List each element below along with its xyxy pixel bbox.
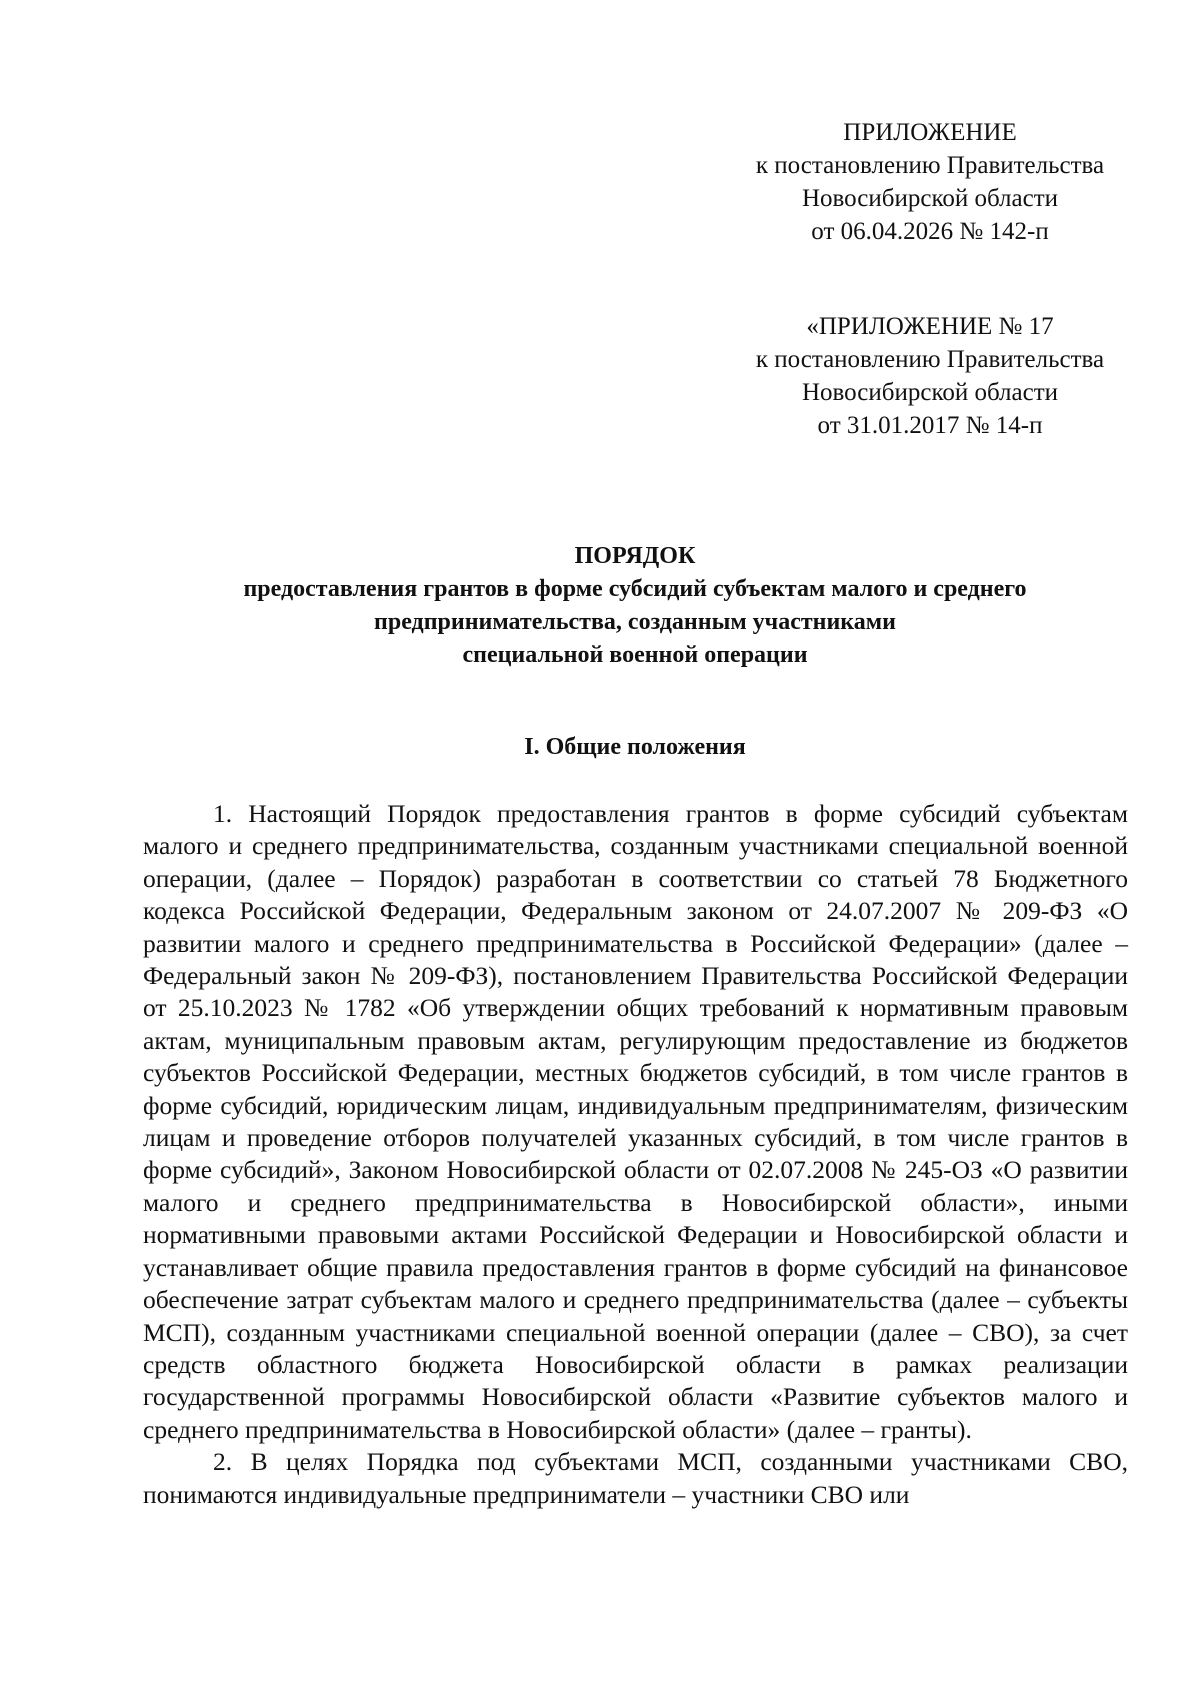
approval-heading: ПРИЛОЖЕНИЕ xyxy=(843,119,1017,146)
document-title xyxy=(140,540,1130,672)
approval-region: Новосибирской области xyxy=(801,379,1059,406)
approval-date-number: от 06.04.2026 № 142-п xyxy=(811,218,1049,245)
approval-date-number: от 31.01.2017 № 14-п xyxy=(817,412,1043,439)
paragraph-1: 1. Настоящий Порядок предоставления грантов в форме субсидий субъектам малого и среднего предпринимательства, созданным участниками специальной военной операции, (далее – Порядок) разработан в соответствии со статьей 78 Бюджетного кодекса Российской Федерации, Федеральным законом от 24.07.2007 № 209-ФЗ «О развитии малого и среднего предпринимательства в Российской Федерации» (далее – Федеральный закон № 209-ФЗ), постановлением Правительства Российской Федерации от 25.10.2023 № 1782 «Об утверждении общих требований к нормативным правовым актам, муниципальным правовым актам, регулирующим предоставление из бюджетов субъектов Российской Федерации, местных бюджетов субсидий, в том числе грантов в форме субсидий, юридическим лицам, индивидуальным предпринимателям, физическим лицам и проведение отборов получателей указанных субсидий, в том числе грантов в форме субсидий», Законом Новосибирской области от 02.07.2008 № 245-ОЗ «О развитии малого и среднего предпринимательства в Новосибирской области», иными нормативными правовыми актами Российской Федерации и Новосибирской области и устанавливает общие правила предоставления грантов в форме субсидий на финансовое обеспечение затрат субъектам малого и среднего предпринимательства (далее – субъекты МСП), созданным участниками специальной военной операции (далее – СВО), за счет средств областного бюджета Новосибирской области в рамках реализации государственной программы Новосибирской области «Развитие субъектов малого и среднего предпринимательства в Новосибирской области» (далее – гранты). xyxy=(143,799,1128,1444)
approval-block-current xyxy=(720,116,1140,248)
approval-block-original xyxy=(720,310,1140,442)
paragraph-2: 2. В целях Порядка под субъектами МСП, созданными участниками СВО, понимаются индивидуальные предприниматели – участники СВО или xyxy=(143,1447,1128,1509)
title-subtitle-line: предоставления грантов в форме субсидий субъектам малого и среднего xyxy=(243,576,1027,602)
approval-heading: «ПРИЛОЖЕНИЕ № 17 xyxy=(806,313,1054,340)
title-subtitle-line: предпринимательства, созданным участниками xyxy=(374,609,896,635)
section-heading: I. Общие положения xyxy=(524,734,746,760)
body-text xyxy=(143,798,1128,1511)
approval-resolution: к постановлению Правительства xyxy=(755,346,1105,373)
approval-region: Новосибирской области xyxy=(801,185,1059,212)
title-subtitle-line: специальной военной операции xyxy=(462,642,808,668)
title-main: ПОРЯДОК xyxy=(574,543,696,569)
approval-resolution: к постановлению Правительства xyxy=(755,152,1105,179)
